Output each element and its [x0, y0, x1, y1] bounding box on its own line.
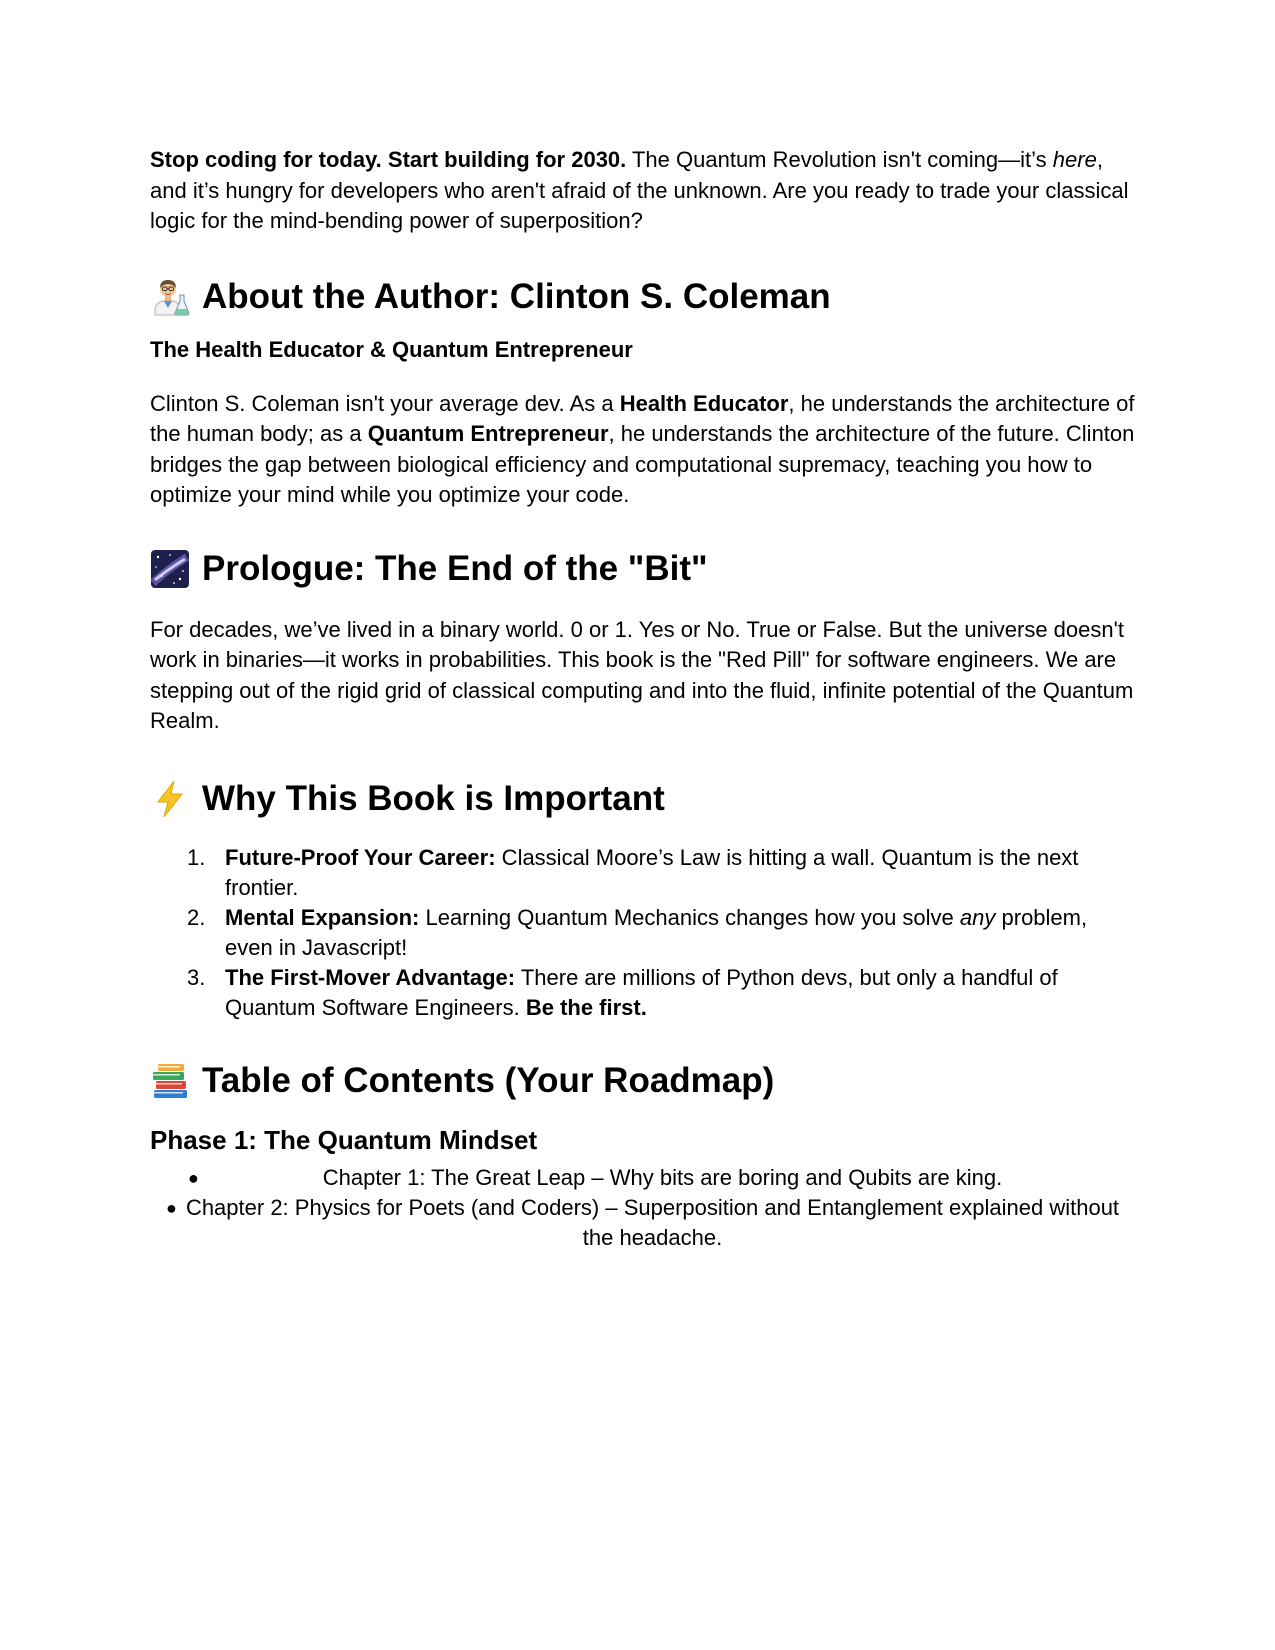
author-bio [150, 389, 1135, 511]
author-heading-text: About the Author: Clinton S. Coleman [202, 276, 831, 316]
why-item-text-continued: problem, even in Javascript! [225, 904, 1088, 960]
why-list-item [150, 963, 1135, 1023]
books-emoji-icon [150, 1061, 190, 1101]
why-item-text: Classical Moore’s Law is hitting a wall. Quantum is the next frontier. [225, 844, 1079, 900]
why-list-item [150, 843, 1135, 903]
why-list [150, 843, 1135, 1023]
prologue-paragraph: For decades, we’ve lived in a binary world. 0 or 1. Yes or No. True or False. But the universe doesn't work in binaries—it works in probabilities. This book is the "Red Pill" for software engineers. We are stepping out of the rigid grid of classical computing and into the fluid, infinite potential of the Quantum Realm. [150, 616, 1134, 733]
bullet-icon: ● [188, 1167, 199, 1188]
bio-text-2: , he understands the architecture of the human body; as a [150, 390, 1135, 446]
phase-1-heading: Phase 1: The Quantum Mindset [150, 1124, 538, 1155]
intro-text: The Quantum Revolution isn't coming—it’s [626, 147, 1053, 172]
milky-way-emoji-icon [150, 549, 190, 589]
intro-text-continued: , and it’s hungry for developers who aren't afraid of the unknown. Are you ready to trade your classical logic for the mind-bending power of superposition? [150, 147, 1129, 233]
why-item-bold: Future-Proof Your Career: [225, 844, 496, 870]
intro-bold-lead: Stop coding for today. Start building for 2030. [150, 147, 627, 172]
why-heading [150, 777, 1135, 821]
scientist-emoji-icon [150, 277, 190, 317]
author-heading [150, 275, 1135, 319]
why-item-text: There are millions of Python devs, but only a handful of Quantum Software Engineers. [225, 964, 1058, 1020]
toc-heading-text: Table of Contents (Your Roadmap) [202, 1060, 775, 1100]
lightning-emoji-icon [150, 779, 190, 819]
chapter-list-item [150, 1163, 1135, 1193]
document-page [150, 145, 1135, 1253]
chapter-text: Chapter 1: The Great Leap – Why bits are boring and Qubits are king. [322, 1164, 1003, 1190]
toc-heading [150, 1059, 1135, 1103]
bio-text-3: , he understands the architecture of the future. Clinton bridges the gap between biological efficiency and computational supremacy, teaching you how to optimize your mind while you optimize your code. [150, 421, 1135, 507]
intro-paragraph [150, 145, 1135, 237]
bio-bold-health-educator: Health Educator [619, 390, 789, 416]
why-heading-text: Why This Book is Important [202, 778, 665, 818]
why-item-number: 3. [187, 964, 206, 990]
why-item-number: 2. [187, 904, 206, 930]
intro-italic: here [1052, 147, 1097, 172]
why-item-bold: The First-Mover Advantage: [225, 964, 516, 990]
chapter-text: Chapter 2: Physics for Poets (and Coders) – Superposition and Entanglement explained without the headache. [185, 1194, 1120, 1250]
phase-1-chapter-list [150, 1163, 1135, 1253]
why-item-number: 1. [187, 844, 206, 870]
prologue-heading [150, 547, 1135, 591]
bio-bold-quantum-entrepreneur: Quantum Entrepreneur [367, 421, 609, 446]
why-item-italic: any [959, 904, 996, 930]
why-item-bold-end: Be the first. [525, 994, 647, 1020]
bio-text-1: Clinton S. Coleman isn't your average dev. As a [150, 390, 620, 416]
author-subtitle: The Health Educator & Quantum Entrepreneur [150, 336, 633, 362]
chapter-list-item [150, 1193, 1135, 1253]
why-item-text: Learning Quantum Mechanics changes how you solve [419, 904, 960, 930]
bullet-icon: ● [166, 1197, 177, 1218]
why-list-item [150, 903, 1135, 963]
prologue-heading-text: Prologue: The End of the "Bit" [202, 548, 708, 588]
why-item-bold: Mental Expansion: [225, 904, 420, 930]
